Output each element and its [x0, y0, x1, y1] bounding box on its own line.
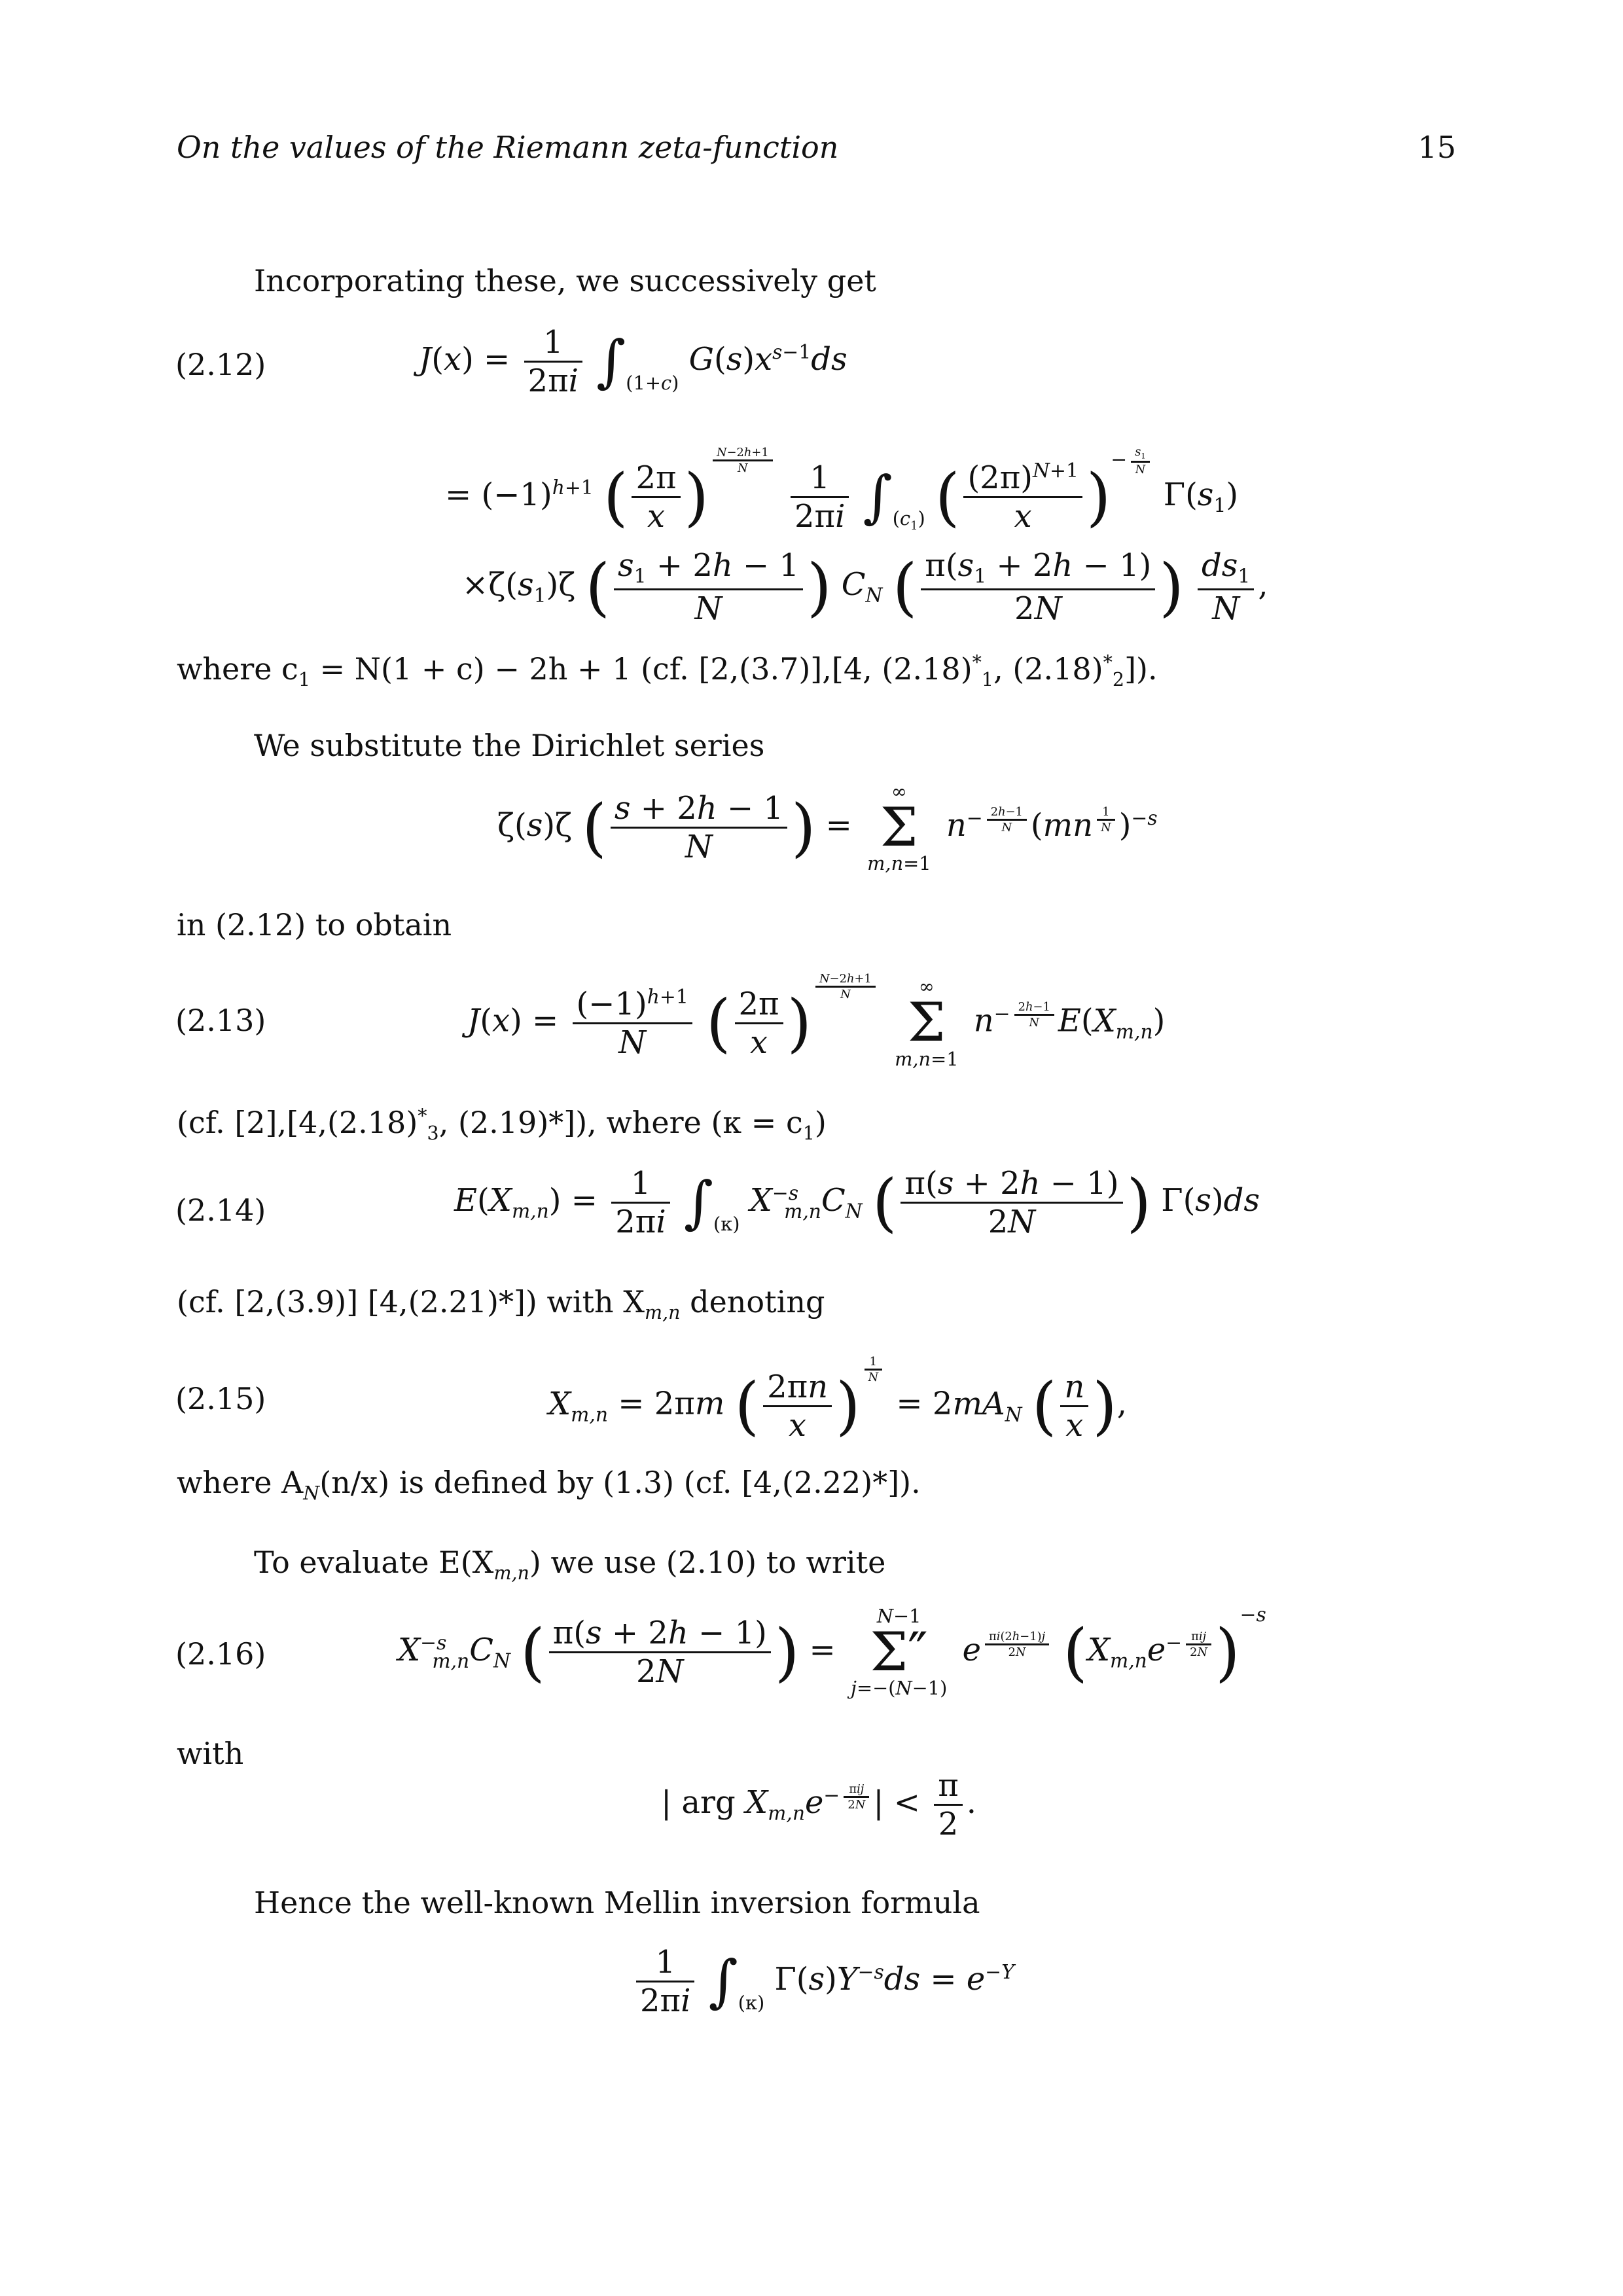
equation-dirichlet-series: ζ(s)ζ ( $\frac{s + 2h - 1}{N}$ ) = ∞ Σ m,n=1 $n^{- \frac{2h-1}{N}}$ (mn $^{\frac{1}{N}}$ )$^{-s}$ [497, 780, 1158, 875]
equation-mellin-inversion: $\frac{1}{2\pi i}$ $\int_{(\kappa)}$ $\Gamma(s)Y^{-s}ds = e^{-Y}$ [632, 1944, 1014, 2019]
equation-2-13: J(x) = $\frac{(-1)^{h+1}}{N}$ ( $\frac{2\pi}{x}$ ) $^{\frac{N-2h+1}{N}}$ ∞ Σ m,n=1 $n^{- \frac{2h-1}{N}}$ $E(X_{m,n})$ [467, 972, 1166, 1070]
eq-label-2-14: (2.14) [175, 1193, 266, 1228]
where1-text-b: = N(1 + c) − 2h + 1 (cf. [2,(3.7)],[4, (2.18) [310, 651, 972, 687]
cf2-text-a: (cf. [2],[4,(2.18) [177, 1105, 418, 1140]
p5-subscript: m,n [493, 1562, 529, 1585]
where2-text-a: where A [177, 1465, 304, 1500]
cf3-text-a: (cf. [2,(3.9)] [4,(2.21)*]) with X [177, 1284, 645, 1319]
cf-where-kappa-line: (cf. $[2],[4,(2.18)^*_3$, (2.19)*]), where $(\kappa = c_1)$ [177, 1105, 827, 1145]
cf2-text-b: , (2.19)*]), where (κ = c [438, 1105, 803, 1140]
eq-label-2-13: (2.13) [175, 1003, 266, 1038]
paragraph-with: with [177, 1736, 244, 1771]
where-an-line: where $A_N(n/x)$ is defined by (1.3) (cf. [4,(2.22)*]). [177, 1465, 921, 1505]
where1-text-a: where c [177, 651, 298, 687]
page-number: 15 [1418, 130, 1456, 165]
p5-text-b: ) we use (2.10) to write [529, 1545, 886, 1580]
eq-label-2-15: (2.15) [175, 1381, 266, 1416]
equation-2-16: $X^{-s}_{m,n}C_N$ ( $\frac{\pi(s + 2h - 1)}{2N}$ ) = N−1 Σ″ j=−(N−1) e $^{\frac{\pi i(2h-1)j}{2N}}$ ($X_{m,n}e^{- \frac{\text{πij}}{2N}}$ )$^{-s}$ [398, 1604, 1266, 1700]
paragraph-in-212: in (2.12) to obtain [177, 907, 452, 942]
running-header-title: On the values of the Riemann zeta-function [177, 130, 839, 165]
eq-label-2-12: (2.12) [175, 347, 266, 382]
paragraph-dirichlet: We substitute the Dirichlet series [254, 728, 765, 763]
p5-text-a: To evaluate E(X [254, 1545, 494, 1580]
where-c1-line: where $c_1 = N(1 + c) - 2h + 1$ (cf. [2,(3.7)],[4, $(2.18)^*_1$, $(2.18)^*_2$]). [177, 651, 1158, 691]
where1-text-c: , (2.18) [993, 651, 1103, 687]
paragraph-incorporating: Incorporating these, we successively get [254, 263, 876, 298]
where2-text-b: (n/x) is defined by (1.3) (cf. [4,(2.22)*]). [319, 1465, 921, 1500]
cf2-text-c: ) [814, 1105, 827, 1140]
equation-2-12-line2: = $(-1)^{h+1}$ ( $\frac{2\pi}{x}$ ) $^{\frac{N-2h+1}{N}}$ $\frac{1}{2\pi i}$ $\int_{(c_1)}$ ( $\frac{(2\pi)^{N+1}}{x}$ )$^{- \frac{s_1}{N}}$ $\Gamma(s_1)$ [445, 445, 1239, 535]
equation-2-12-line1: J(x) = $\frac{1}{2\pi i}$ $\int_{(1+c)}$ $G(s)x^{s-1}ds$ [419, 324, 847, 399]
equation-2-15: $X_{m,n} = 2\pi m$ ( $\frac{2\pi n}{x}$ ) $^{\frac{1}{N}}$ = $2mA_N$ ( $\frac{n}{x}$ ), [548, 1355, 1128, 1444]
equation-2-14: $E(X_{m,n})$ = $\frac{1}{2\pi i}$ $\int_{(\kappa)}$ $X^{-s}_{m,n}C_N$ ( $\frac{\pi(s + 2h - 1)}{2N}$ ) Γ(s)ds [454, 1165, 1260, 1240]
cf-xmn-denoting-line: (cf. [2,(3.9)] [4,(2.21)*]) with $X_{m,n}$ denoting [177, 1284, 825, 1324]
eq-label-2-16: (2.16) [175, 1636, 266, 1672]
cf3-text-b: denoting [680, 1284, 825, 1319]
where1-text-d: ]). [1124, 651, 1158, 687]
paragraph-mellin: Hence the well-known Mellin inversion formula [254, 1885, 980, 1920]
paragraph-to-evaluate [254, 1545, 885, 1584]
equation-arg-condition: | arg $X_{m,n}e^{- \frac{\text{πij}}{2N}}$ | < $\frac{\pi}{2}$ . [661, 1767, 977, 1842]
equation-2-12-line3: $\times\zeta(s_1)\zeta$ ( $\frac{s_1 + 2h - 1}{N}$ ) $C_N$ ( $\frac{\pi(s_1 + 2h - 1)}{2N}$ ) $\frac{ds_1}{N}$ , [462, 547, 1268, 627]
